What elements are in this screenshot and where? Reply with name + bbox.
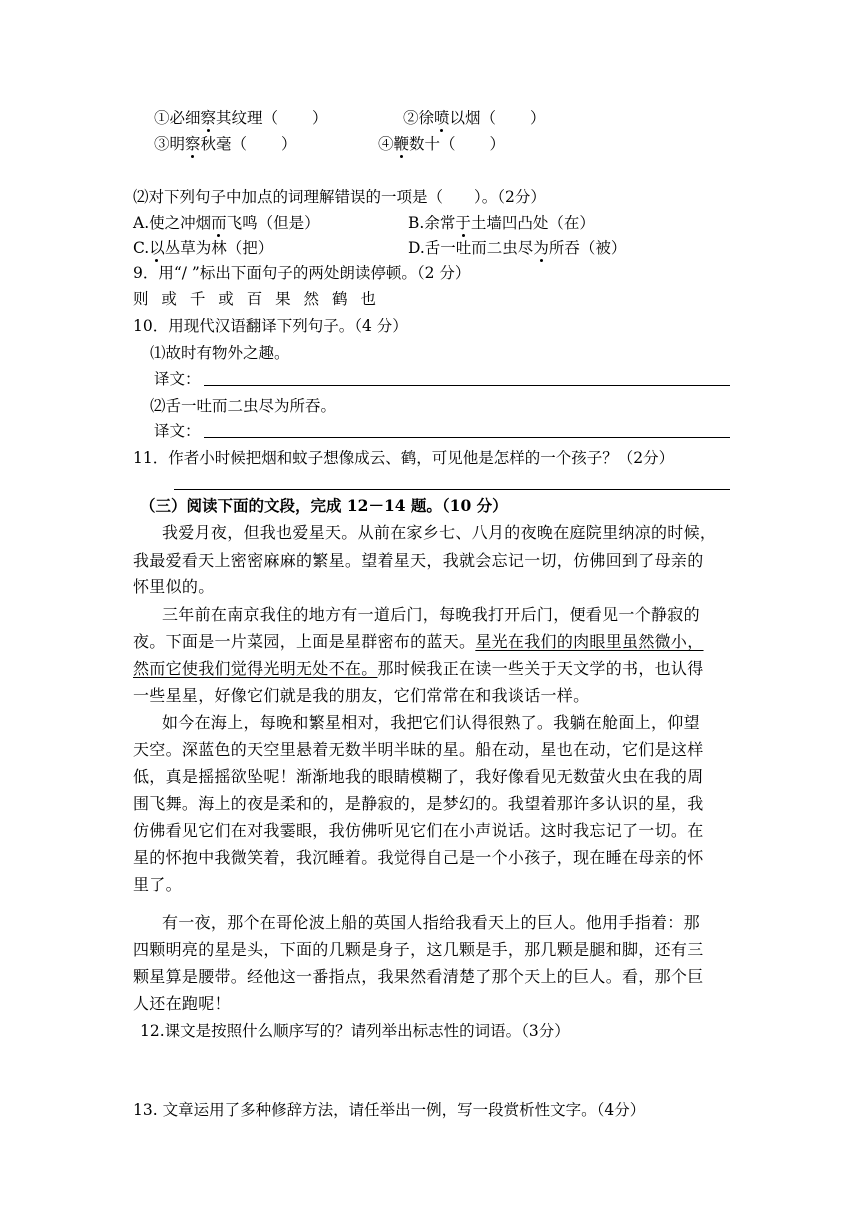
q10-stem: 10．用现代汉语翻译下列句子。（4 分）: [133, 317, 408, 335]
q8-item-1-dotted: 察: [200, 109, 217, 127]
option-a-dotted: 而: [211, 214, 227, 232]
passage-line: 有一夜，那个在哥伦波上船的英国人指给我看天上的巨人。他用手指着：那: [162, 913, 700, 932]
q8-item-1-pre: ①必细: [154, 109, 201, 127]
q11-answer-line[interactable]: [174, 489, 730, 490]
passage-line: 如今在海上，每晚和繁星相对，我把它们认得很熟了。我躺在舱面上，仰望: [162, 713, 700, 732]
q13-stem: 13. 文章运用了多种修辞方法，请任举出一例，写一段赏析性文字。（4分）: [133, 1101, 646, 1119]
option-d-dotted: 为: [533, 239, 549, 257]
q10-sentence-1: ⑴故时有物外之趣。: [150, 344, 290, 362]
q10-sentence-2: ⑵舌一吐而二虫尽为所吞。: [150, 397, 337, 415]
option-d-pre: D.舌一吐而二虫尽: [408, 239, 534, 257]
passage-line: 里了。: [133, 875, 182, 894]
q8-option-c: [133, 238, 273, 258]
q10-answer-line-2[interactable]: [204, 437, 730, 438]
option-a-post: 飞鸣（但是）: [226, 214, 320, 232]
passage-line: 四颗明亮的星是头，下面的几颗是身子，这几颗是手，那几颗是腿和脚，还有三: [133, 940, 704, 959]
q8-option-a: [133, 213, 320, 233]
passage-line: 我最爱看天上密密麻麻的繁星。望着星天，我就会忘记一切，仿佛回到了母亲的: [133, 551, 704, 570]
q8-item-1: [154, 108, 328, 128]
passage-line: 颗星算是腰带。经他这一番指点，我果然看清楚了那个天上的巨人。看，那个巨: [133, 967, 704, 986]
underlined-sentence: 然而它使我们觉得光明无处不在。: [133, 659, 378, 678]
passage-line: [133, 659, 704, 679]
q8-option-b: [408, 213, 595, 233]
q8-item-2-close: ）: [530, 109, 546, 127]
passage-line: 三年前在南京我住的地方有一道后门，每晚我打开后门，便看见一个静寂的: [162, 605, 700, 624]
passage-line: 天空。深蓝色的天空里悬着无数半明半昧的星。船在动，星也在动，它们是这样: [133, 740, 704, 759]
q8-item-3-pre: ③明: [154, 135, 186, 153]
q8-item-4-close: ）: [489, 135, 506, 153]
q8-item-2-pre: ②徐: [403, 109, 435, 127]
section-3-title: （三）阅读下面的文段，完成 12－14 题。（10 分）: [140, 496, 508, 515]
q8-item-4-dotted: 鞭: [393, 135, 410, 153]
q11-stem: 11．作者小时候把烟和蚊子想像成云、鹤，可见他是怎样的一个孩子？（2分）: [133, 449, 675, 467]
option-a-pre: A.使之冲烟: [133, 214, 212, 232]
option-b-post: 土墙凹凸处（在）: [470, 214, 595, 232]
q10-label-2: 译文：: [154, 422, 201, 440]
q8-item-2-dotted: 喷: [434, 109, 450, 127]
passage-line: 怀里似的。: [133, 577, 215, 596]
q8-item-1-post: 其纹理（: [216, 109, 279, 127]
q8-item-3-dotted: 察: [185, 135, 201, 153]
q8-item-3-close: ）: [281, 135, 297, 153]
passage-line: 一些星星，好像它们就是我的朋友，它们常常在和我谈话一样。: [133, 686, 590, 705]
q12-stem: 12.课文是按照什么顺序写的？请列举出标志性的词语。（3分）: [140, 1022, 570, 1040]
passage-line: 仿佛看见它们在对我霎眼，我仿佛听见它们在小声说话。这时我忘记了一切。在: [133, 821, 704, 840]
q9-stem: 9．用“/ ”标出下面句子的两处朗读停顿。（2 分）: [133, 264, 471, 282]
passage-line: 围飞舞。海上的夜是柔和的，是静寂的，是梦幻的。我望着那许多认识的星，我: [133, 794, 704, 813]
passage-line: 低，真是摇摇欲坠呢！渐渐地我的眼睛模糊了，我好像看见无数萤火虫在我的周: [133, 767, 704, 786]
q8-2-stem: ⑵对下列句子中加点的词理解错误的一项是（ ）。（2分）: [133, 188, 546, 206]
option-b-dotted: 于: [455, 214, 471, 232]
q8-option-d: [408, 238, 626, 258]
passage-line: 星的怀抱中我微笑着，我沉睡着。我觉得自己是一个小孩子，现在睡在母亲的怀: [133, 848, 704, 867]
passage-line: 我爱月夜，但我也爱星天。从前在家乡七、八月的夜晚在庭院里纳凉的时候，: [162, 523, 717, 542]
passage-line: [133, 632, 704, 652]
q8-item-4-pre: ④: [378, 135, 394, 153]
option-c-pre: C.: [133, 239, 150, 257]
q8-item-4-post: 数十（: [409, 135, 456, 153]
passage-text: 那时候我正在读一些关于天文学的书，也认得: [377, 659, 704, 678]
option-c-dotted: 以: [149, 239, 165, 257]
passage-text: 夜。下面是一片菜园，上面是星群密布的蓝天。: [133, 632, 476, 651]
q10-label-1: 译文：: [154, 370, 201, 388]
option-c-post: 丛草为林（把）: [164, 239, 274, 257]
underlined-sentence: 星光在我们的肉眼里虽然微小，: [475, 632, 704, 651]
q8-item-2: [403, 108, 546, 128]
q8-item-3-post: 秋毫（: [200, 135, 248, 153]
q8-item-4: [378, 134, 505, 154]
passage-line: 人还在跑呢！: [133, 994, 231, 1013]
q8-item-3: [154, 134, 297, 154]
q8-item-1-close: ）: [312, 109, 328, 127]
q8-item-2-post: 以烟（: [449, 109, 497, 127]
option-b-pre: B.余常: [408, 214, 456, 232]
option-d-post: 所吞（被）: [548, 239, 627, 257]
q10-answer-line-1[interactable]: [204, 385, 730, 386]
q9-sentence: 则 或 千 或 百 果 然 鹤 也: [133, 290, 380, 308]
